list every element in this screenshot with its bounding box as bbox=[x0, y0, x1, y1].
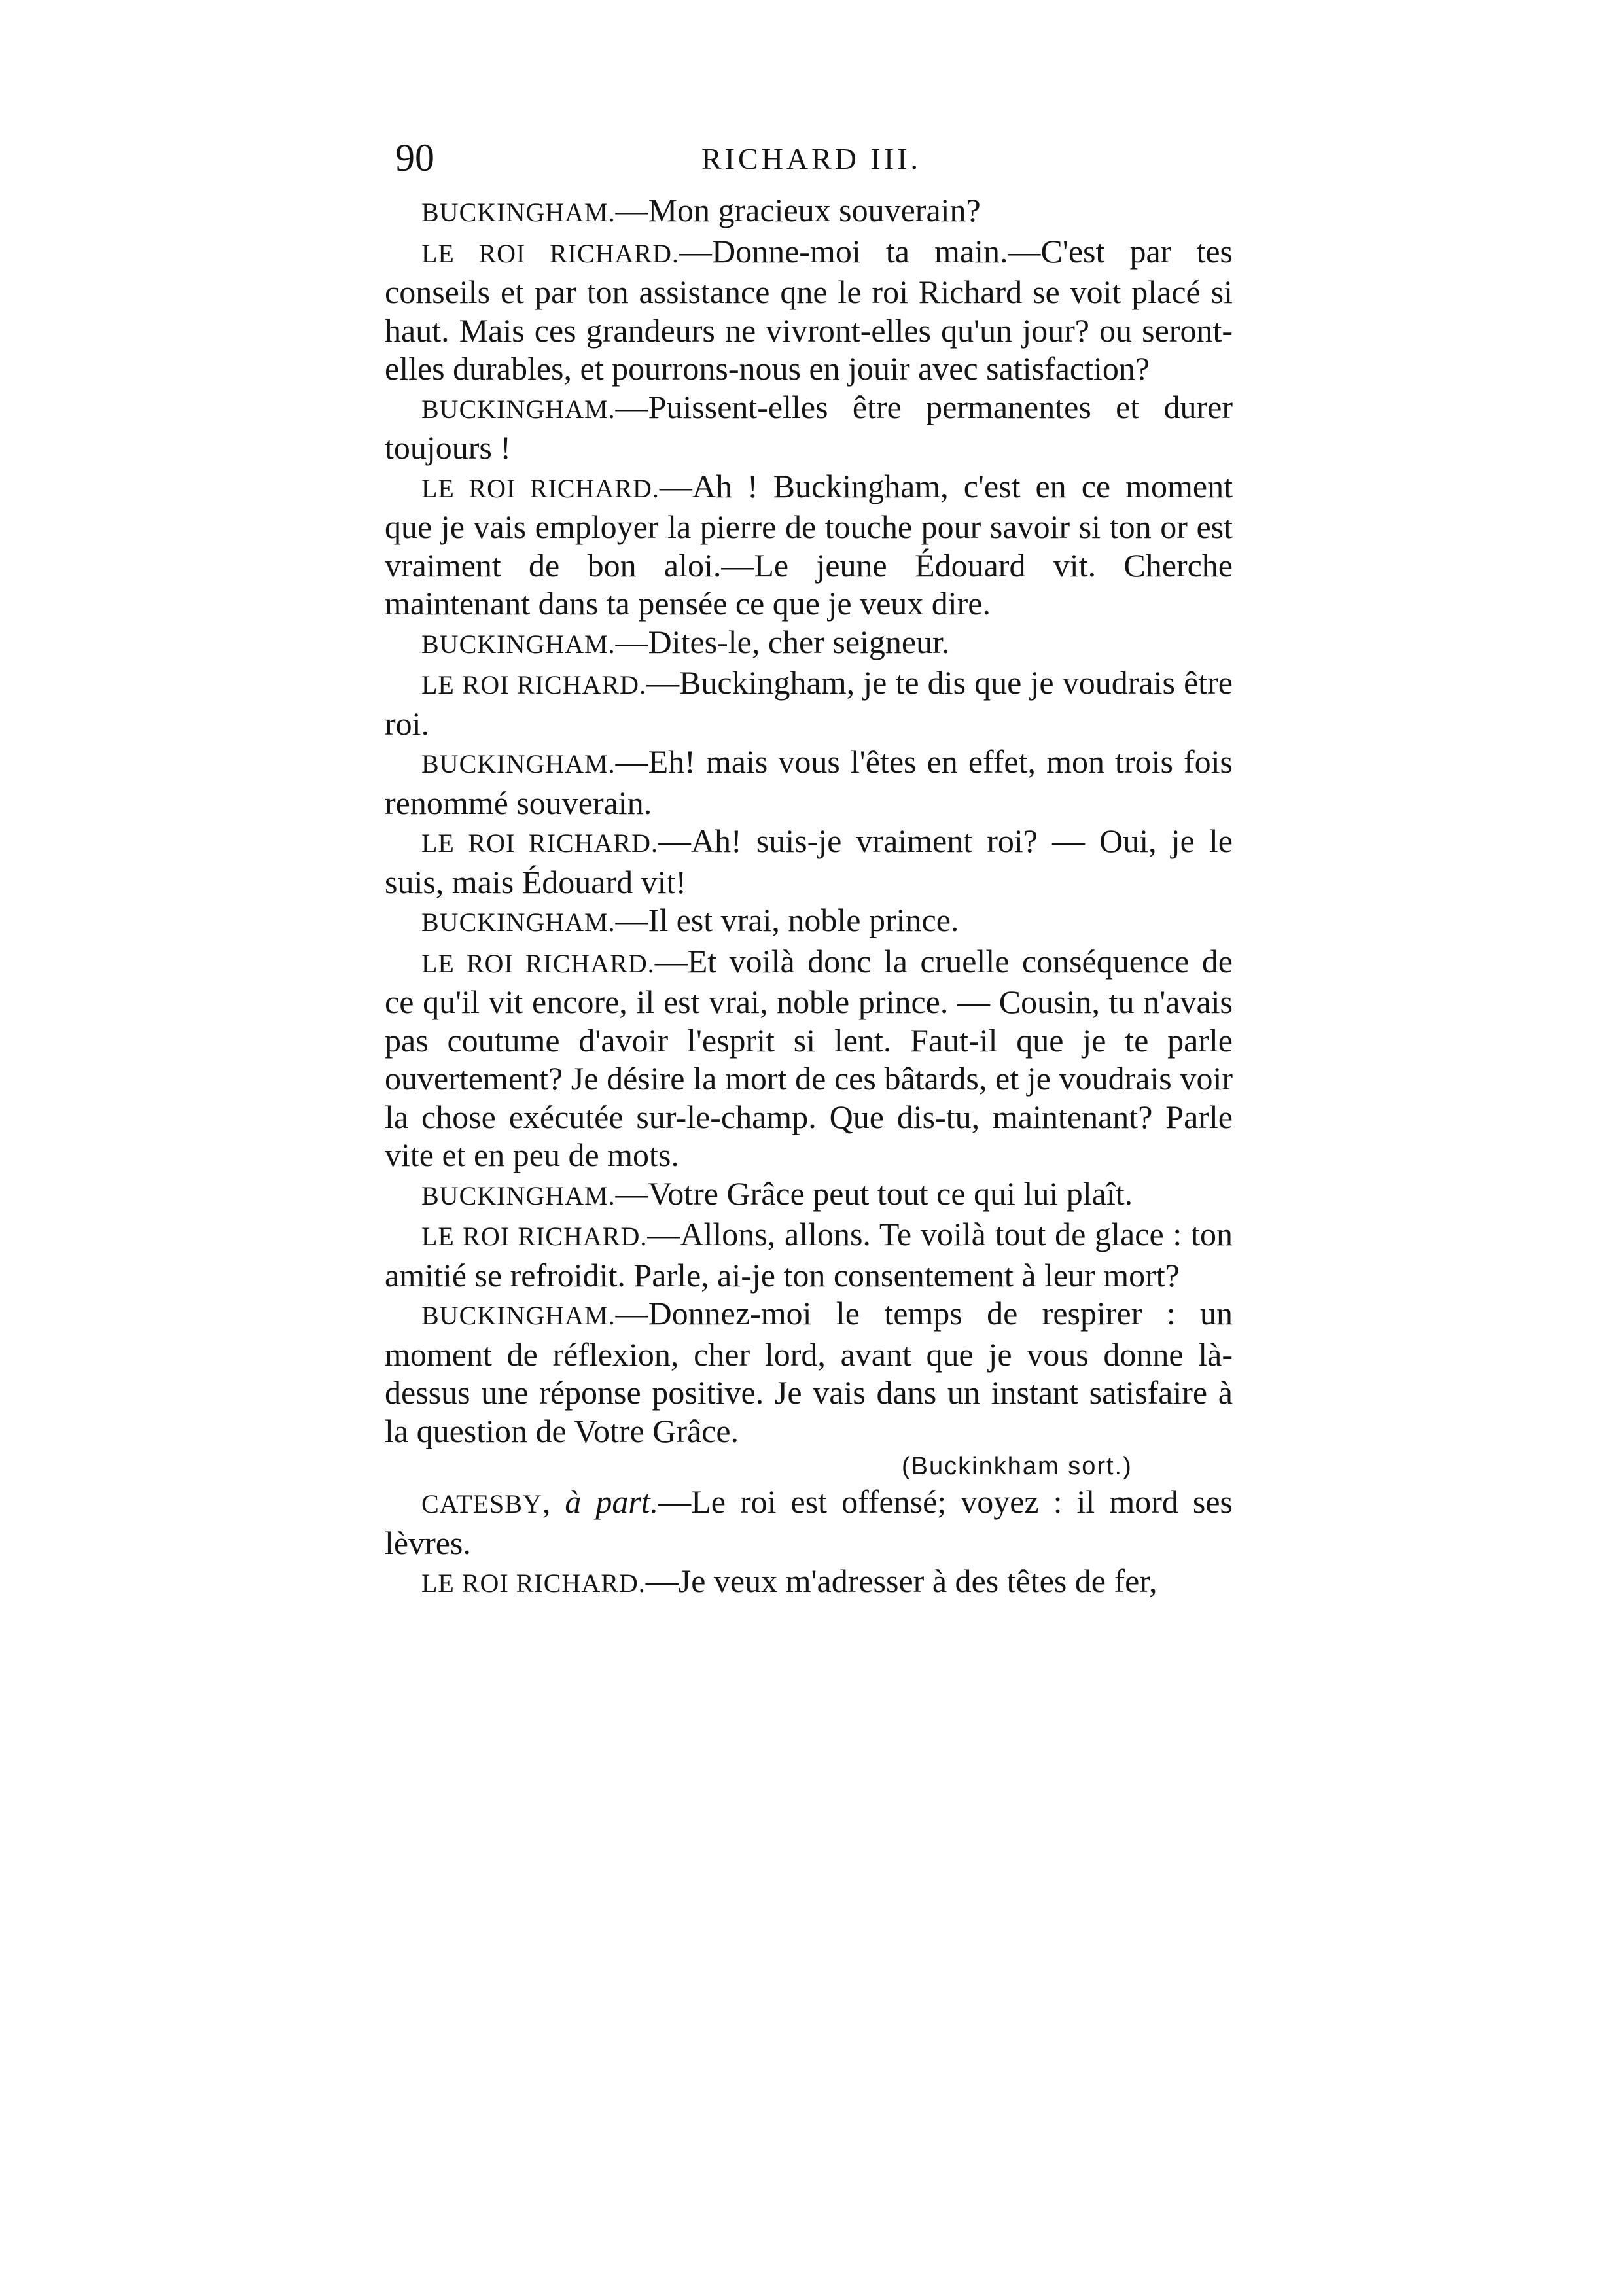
speaker-name: CATESBY bbox=[421, 1489, 542, 1519]
speech-paragraph bbox=[385, 1174, 1233, 1216]
speech-text: —Dites-le, cher seigneur. bbox=[615, 623, 950, 660]
speech-text: —Je veux m'adresser à des têtes de fer, bbox=[645, 1563, 1157, 1599]
speech-text: —Eh! mais vous l'êtes en effet, mon trois fois renommé souverain. bbox=[385, 743, 1233, 821]
speech-paragraph bbox=[385, 1294, 1233, 1450]
speech-text: —Buckingham, je te dis que je voudrais être roi. bbox=[385, 664, 1233, 742]
page-number: 90 bbox=[395, 136, 434, 179]
speech-text: —Et voilà donc la cruelle conséquence de ce qu'il vit encore, il est vrai, noble prince. — Cousin, tu n'avais pas coutume d'avoir l'esprit si lent. Faut-il que je te parle ouvertement? Je désire la mort de ces bâtards, et je voudrais voir la chose exécutée sur-le-champ. Que dis-tu, maintenant? Parle vite et en peu de mots. bbox=[385, 942, 1233, 1173]
dialogue-text bbox=[385, 191, 1233, 1603]
speech-paragraph bbox=[385, 1215, 1233, 1294]
speech-text: —Mon gracieux souverain? bbox=[615, 192, 981, 228]
page-header bbox=[395, 128, 1246, 187]
speaker-name: LE ROI RICHARD. bbox=[421, 473, 660, 503]
speaker-name: LE ROI RICHARD. bbox=[421, 238, 679, 268]
speech-paragraph bbox=[385, 942, 1233, 1174]
speaker-name: LE ROI RICHARD. bbox=[421, 1222, 648, 1251]
speech-text: —Votre Grâce peut tout ce qui lui plaît. bbox=[615, 1174, 1133, 1212]
speech-text: —Ah! suis-je vraiment roi? — Oui, je le suis, mais Édouard vit! bbox=[385, 822, 1233, 900]
speech-paragraph-catesby bbox=[385, 1483, 1233, 1562]
speaker-name: BUCKINGHAM. bbox=[421, 394, 616, 424]
speech-paragraph bbox=[385, 388, 1233, 467]
speaker-name: BUCKINGHAM. bbox=[421, 749, 616, 779]
speech-text: —Allons, allons. Te voilà tout de glace : ton amitié se refroidit. Parle, ai-je ton consentement à leur mort? bbox=[385, 1216, 1233, 1294]
speech-paragraph bbox=[385, 822, 1233, 901]
speaker-separator: , bbox=[542, 1483, 565, 1520]
speech-paragraph bbox=[385, 743, 1233, 822]
speaker-name: BUCKINGHAM. bbox=[421, 1301, 616, 1330]
speaker-name: BUCKINGHAM. bbox=[421, 629, 616, 659]
speech-text: —Puissent-elles être permanentes et durer toujours ! bbox=[385, 388, 1233, 466]
speaker-name: LE ROI RICHARD. bbox=[421, 948, 655, 978]
speaker-name: BUCKINGHAM. bbox=[421, 908, 616, 937]
running-title: RICHARD III. bbox=[701, 142, 921, 175]
speech-paragraph-last bbox=[385, 1562, 1233, 1603]
speaker-name: BUCKINGHAM. bbox=[421, 1180, 616, 1210]
speech-paragraph bbox=[385, 623, 1233, 664]
speaker-name: LE ROI RICHARD. bbox=[421, 1568, 646, 1598]
speaker-name: LE ROI RICHARD. bbox=[421, 670, 647, 699]
speech-text: —Ah ! Buckingham, c'est en ce moment que je vais employer la pierre de touche pour savoir si ton or est vraiment de bon aloi.—Le jeune Édouard vit. Cherche maintenant dans ta pensée ce que je veux dire. bbox=[385, 467, 1233, 622]
speech-paragraph bbox=[385, 467, 1233, 623]
speaker-name: BUCKINGHAM. bbox=[421, 198, 616, 227]
speech-text: —Le roi est offensé; voyez : il mord ses lèvres. bbox=[385, 1483, 1233, 1561]
speech-text: —Donnez-moi le temps de respirer : un moment de réflexion, cher lord, avant que je vous donne là-dessus une réponse positive. Je vais dans un instant satisfaire à la question de Votre Grâce. bbox=[385, 1295, 1233, 1449]
speech-paragraph bbox=[385, 232, 1233, 388]
aside-note: à part. bbox=[565, 1483, 659, 1520]
speech-paragraph bbox=[385, 191, 1233, 232]
speech-paragraph bbox=[385, 663, 1233, 743]
speech-text: —Donne-moi ta main.—C'est par tes conseils et par ton assistance qne le roi Richard se voit placé si haut. Mais ces grandeurs ne vivront-elles qu'un jour? ou seront-elles durables, et pourrons-nous en jouir avec satisfaction? bbox=[385, 232, 1233, 387]
stage-direction: (Buckinkham sort.) bbox=[902, 1453, 1133, 1480]
speech-text: —Il est vrai, noble prince. bbox=[615, 902, 959, 938]
speaker-name: LE ROI RICHARD. bbox=[421, 828, 658, 858]
speech-paragraph bbox=[385, 901, 1233, 942]
